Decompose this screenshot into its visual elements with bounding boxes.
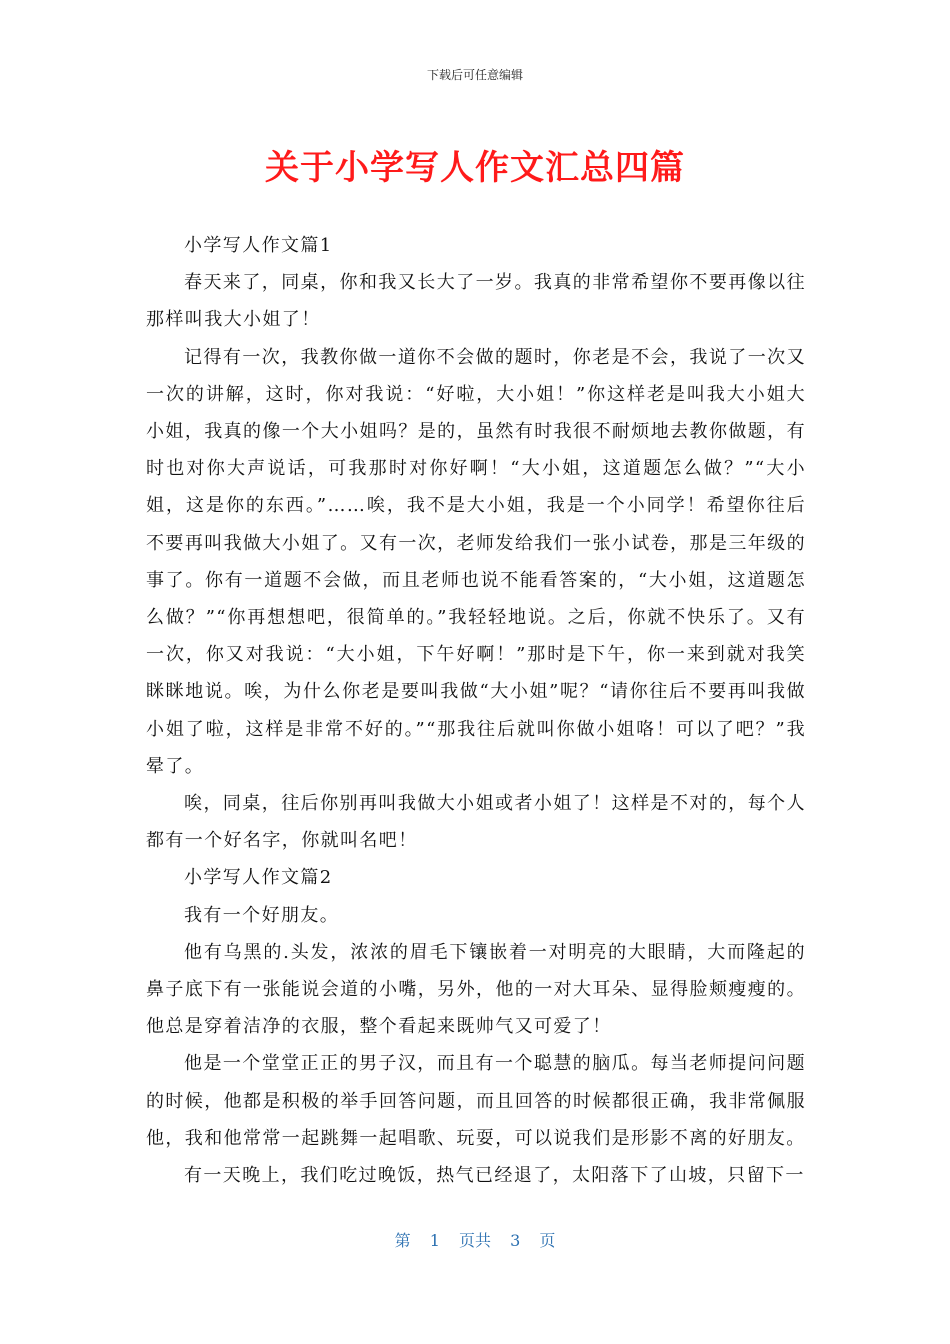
paragraph: 他是一个堂堂正正的男子汉，而且有一个聪慧的脑瓜。每当老师提问问题的时候，他都是积极的举手回答问题，而且回答的时候都很正确，我非常佩服他，我和他常常一起跳舞一起唱歌、玩耍，可以说我们是形影不离的好朋友。: [146, 1053, 806, 1149]
section-heading: 小学写人作文篇1: [184, 235, 333, 256]
paragraph: 他有乌黑的.头发，浓浓的眉毛下镶嵌着一对明亮的大眼睛，大而隆起的鼻子底下有一张能说会道的小嘴，另外，他的一对大耳朵、显得脸颊瘦瘦的。他总是穿着洁净的衣服，整个看起来既帅气又可爱了！: [146, 941, 806, 1038]
section-heading: 小学写人作文篇2: [184, 867, 333, 889]
paragraph: 有一天晚上，我们吃过晚饭，热气已经退了，太阳落下了山坡，只留下一: [184, 1165, 805, 1187]
header-note: 下载后可任意编辑: [426, 68, 523, 82]
paragraph: 春天来了，同桌，你和我又长大了一岁。我真的非常希望你不要再像以往那样叫我大小姐了！: [146, 272, 806, 331]
document-title: 关于小学写人作文汇总四篇: [265, 148, 685, 188]
document-body: [146, 227, 806, 1194]
page-footer: 第 1 页共 3 页: [394, 1231, 556, 1250]
paragraph: 我有一个好朋友。: [184, 904, 340, 926]
paragraph: 唉，同桌，往后你别再叫我做大小姐或者小姐了！这样是不对的，每个人都有一个好名字，你就叫名吧！: [146, 793, 806, 852]
paragraph: 记得有一次，我教你做一道你不会做的题时，你老是不会，我说了一次又一次的讲解，这时，你对我说：“好啦，大小姐！”你这样老是叫我大小姐大小姐，我真的像一个大小姐吗？是的，虽然有时我很不耐烦地去教你做题，有时也对你大声说话，可我那时对你好啊！“大小姐，这道题怎么做？”“大小姐，这是你的东西。”……唉，我不是大小姐，我是一个小同学！希望你往后不要再叫我做大小姐了。又有一次，老师发给我们一张小试卷，那是三年级的事了。你有一道题不会做，而且老师也说不能看答案的，“大小姐，这道题怎么做？”“你再想想吧，很简单的。”我轻轻地说。之后，你就不快乐了。又有一次，你又对我说：“大小姐，下午好啊！”那时是下午，你一来到就对我笑眯眯地说。唉，为什么你老是要叫我做“大小姐”呢？“请你往后不要再叫我做小姐了啦，这样是非常不好的。”“那我往后就叫你做小姐咯！可以了吧？”我晕了。: [146, 346, 806, 777]
